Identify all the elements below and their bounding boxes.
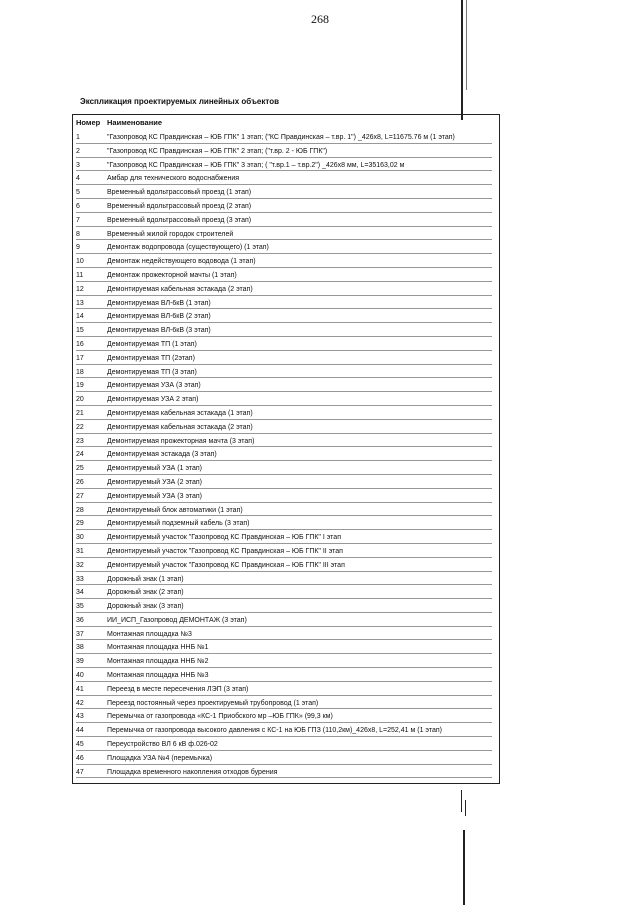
table-row (76, 710, 496, 724)
row-name: Демонтируемая ВЛ-6кВ (2 этап) (107, 313, 211, 321)
table-row (76, 504, 496, 518)
table-row (76, 724, 496, 738)
row-number: 11 (76, 271, 84, 279)
row-underline (76, 198, 492, 199)
row-underline (76, 253, 492, 254)
row-name: Перемычка от газопровода «КС-1 Приобского мр –ЮБ ГПК» (99,3 км) (107, 713, 333, 721)
row-name: Перемычка от газопровода высокого давления с КС-1 на ЮБ ГПЗ (110,2км)_426x8, L=252,41 м (1 этап) (107, 727, 442, 735)
table-row (76, 766, 496, 780)
row-underline (76, 584, 492, 585)
row-number: 43 (76, 713, 84, 721)
row-number: 47 (76, 768, 84, 776)
table-row (76, 352, 496, 366)
row-name: Площадка УЗА №4 (перемычка) (107, 754, 213, 762)
row-underline (76, 157, 492, 158)
table-row (76, 517, 496, 531)
row-number: 18 (76, 368, 84, 376)
row-number: 12 (76, 285, 84, 293)
table-row (76, 310, 496, 324)
row-underline (76, 529, 492, 530)
row-underline (76, 722, 492, 723)
table-row (76, 338, 496, 352)
row-underline (76, 474, 492, 475)
page-number: 268 (311, 12, 329, 26)
row-underline (76, 184, 492, 185)
table-row (76, 379, 496, 393)
row-name: Демонтируемый УЗА (3 этап) (107, 492, 203, 500)
row-name: Демонтируемая ВЛ-6кВ (1 этап) (107, 299, 211, 307)
row-number: 2 (76, 147, 80, 155)
table-row (76, 738, 496, 752)
row-number: 40 (76, 672, 84, 680)
row-underline (76, 612, 492, 613)
header-name: Наименование (107, 118, 163, 127)
row-name: Временный жилой городок строителей (107, 230, 234, 238)
row-underline (76, 750, 492, 751)
table-row (76, 228, 496, 242)
row-underline (76, 143, 492, 144)
row-underline (76, 295, 492, 296)
row-name: Монтажная площадка ННБ №1 (107, 644, 209, 652)
table-row (76, 297, 496, 311)
row-underline (76, 543, 492, 544)
table-row (76, 683, 496, 697)
row-underline (76, 488, 492, 489)
row-number: 28 (76, 506, 84, 514)
table-row (76, 752, 496, 766)
row-underline (76, 557, 492, 558)
table-row (76, 490, 496, 504)
row-underline (76, 653, 492, 654)
row-underline (76, 598, 492, 599)
table-row (76, 200, 496, 214)
row-name: Временный вдольтрассовый проезд (1 этап) (107, 189, 252, 197)
table-row (76, 641, 496, 655)
row-number: 44 (76, 727, 84, 735)
row-underline (76, 626, 492, 627)
row-underline (76, 433, 492, 434)
row-underline (76, 777, 492, 778)
row-number: 20 (76, 396, 84, 404)
row-name: Демонтируемый участок "Газопровод КС Правдинская – ЮБ ГПК" III этап (107, 561, 345, 569)
table-row (76, 241, 496, 255)
table-row (76, 159, 496, 173)
table-row (76, 545, 496, 559)
row-number: 41 (76, 685, 84, 693)
table-row (76, 269, 496, 283)
row-underline (76, 446, 492, 447)
row-number: 13 (76, 299, 84, 307)
table-header (76, 118, 162, 127)
row-name: Монтажная площадка №3 (107, 630, 192, 638)
table-row (76, 697, 496, 711)
row-name: Демонтаж водопровода (существующего) (1 этап) (107, 244, 269, 252)
row-underline (76, 708, 492, 709)
row-underline (76, 267, 492, 268)
row-underline (76, 460, 492, 461)
row-number: 45 (76, 741, 84, 749)
row-name: Монтажная площадка ННБ №2 (107, 658, 209, 666)
row-name: Демонтируемая эстакада (3 этап) (107, 451, 217, 459)
table-body (76, 131, 496, 779)
row-number: 22 (76, 423, 84, 431)
table-row (76, 462, 496, 476)
row-underline (76, 170, 492, 171)
row-underline (76, 515, 492, 516)
row-underline (76, 405, 492, 406)
row-underline (76, 571, 492, 572)
row-name: ИИ_ИСП_Газопровод ДЕМОНТАЖ (3 этап) (107, 616, 247, 624)
row-name: Дорожный знак (1 этап) (107, 575, 184, 583)
table-row (76, 421, 496, 435)
table-row (76, 628, 496, 642)
table-row (76, 573, 496, 587)
row-underline (76, 681, 492, 682)
table-row (76, 393, 496, 407)
table-row (76, 559, 496, 573)
row-number: 1 (76, 134, 80, 141)
row-name: Демонтаж прожекторной мачты (1 этап) (107, 271, 237, 279)
row-number: 42 (76, 699, 84, 707)
row-number: 9 (76, 244, 80, 252)
row-name: Демонтируемая ТП (3 этап) (107, 368, 197, 376)
row-name: Демонтируемая ТП (2этап) (107, 354, 195, 362)
row-name: Демонтаж недействующего водовода (1 этап) (107, 258, 256, 266)
row-number: 34 (76, 589, 84, 597)
row-name: "Газопровод КС Правдинская – ЮБ ГПК" 3 этап; ( "т.вр.1 – т.вр.2") _426x8 мм, L=35163,02 м (107, 161, 405, 169)
row-underline (76, 226, 492, 227)
row-number: 46 (76, 754, 84, 762)
row-number: 30 (76, 534, 84, 542)
table-row (76, 655, 496, 669)
table-row (76, 366, 496, 380)
row-underline (76, 322, 492, 323)
row-name: Переезд постоянный через проектируемый трубопровод (1 этап) (107, 699, 319, 707)
row-name: Дорожный знак (3 этап) (107, 603, 184, 611)
row-number: 17 (76, 354, 84, 362)
row-underline (76, 502, 492, 503)
row-underline (76, 639, 492, 640)
row-underline (76, 391, 492, 392)
row-name: Демонтируемый УЗА (2 этап) (107, 478, 203, 486)
row-number: 27 (76, 492, 84, 500)
row-number: 21 (76, 409, 84, 417)
row-number: 5 (76, 189, 80, 197)
row-number: 29 (76, 520, 84, 528)
row-name: Амбар для технического водоснабжения (107, 175, 240, 183)
scan-edge-mark (465, 800, 466, 816)
row-name: Временный вдольтрассовый проезд (3 этап) (107, 216, 252, 224)
row-number: 39 (76, 658, 84, 666)
row-number: 32 (76, 561, 84, 569)
row-number: 38 (76, 644, 84, 652)
row-name: Демонтируемая прожекторная мачта (3 этап) (107, 437, 255, 445)
table-row (76, 324, 496, 338)
row-name: Демонтируемая ТП (1 этап) (107, 340, 197, 348)
row-name: Монтажная площадка ННБ №3 (107, 672, 209, 680)
row-name: Демонтируемый подземный кабель (3 этап) (107, 520, 250, 528)
header-number: Номер (76, 118, 101, 127)
table-row (76, 586, 496, 600)
row-underline (76, 308, 492, 309)
row-name: Демонтируемая кабельная эстакада (2 этап) (107, 423, 253, 431)
table-row (76, 131, 496, 145)
table-row (76, 186, 496, 200)
row-number: 26 (76, 478, 84, 486)
row-number: 7 (76, 216, 80, 224)
table-row (76, 283, 496, 297)
row-name: Демонтируемая кабельная эстакада (1 этап) (107, 409, 253, 417)
row-number: 3 (76, 161, 80, 169)
row-number: 10 (76, 258, 84, 266)
row-name: "Газопровод КС Правдинская – ЮБ ГПК" 2 этап; ("т.вр. 2 - ЮБ ГПК") (107, 147, 328, 155)
table-row (76, 255, 496, 269)
table-title: Экспликация проектируемых линейных объектов (80, 97, 279, 106)
row-number: 16 (76, 340, 84, 348)
row-underline (76, 377, 492, 378)
table-row (76, 600, 496, 614)
row-name: Площадка временного накопления отходов бурения (107, 768, 278, 776)
row-underline (76, 350, 492, 351)
row-underline (76, 695, 492, 696)
table-row (76, 448, 496, 462)
row-number: 35 (76, 603, 84, 611)
table-row (76, 669, 496, 683)
row-name: "Газопровод КС Правдинская – ЮБ ГПК" 1 этап; ("КС Правдинская – т.вр. 1") _426x8, L=11675.76 м (1 этап) (107, 134, 455, 141)
row-number: 23 (76, 437, 84, 445)
row-name: Демонтируемая ВЛ-6кВ (3 этап) (107, 327, 211, 335)
row-name: Переезд в месте пересечения ЛЭП (3 этап) (107, 685, 249, 693)
table-row (76, 145, 496, 159)
row-underline (76, 667, 492, 668)
row-name: Переустройство ВЛ 6 кВ ф.026-02 (107, 741, 218, 749)
table-row (76, 476, 496, 490)
row-number: 31 (76, 547, 84, 555)
row-underline (76, 736, 492, 737)
row-underline (76, 419, 492, 420)
row-number: 37 (76, 630, 84, 638)
row-name: Демонтируемая кабельная эстакада (2 этап) (107, 285, 253, 293)
row-underline (76, 281, 492, 282)
scan-edge-mark (461, 0, 463, 120)
row-number: 15 (76, 327, 84, 335)
scan-edge-mark (463, 830, 465, 905)
table-row (76, 214, 496, 228)
row-name: Демонтируемый блок автоматики (1 этап) (107, 506, 243, 514)
row-underline (76, 364, 492, 365)
row-name: Демонтируемый УЗА (1 этап) (107, 465, 203, 473)
row-name: Временный вдольтрассовый проезд (2 этап) (107, 202, 252, 210)
row-number: 19 (76, 382, 84, 390)
table-row (76, 407, 496, 421)
row-number: 6 (76, 202, 80, 210)
row-name: Демонтируемый участок "Газопровод КС Правдинская – ЮБ ГПК" II этап (107, 547, 343, 555)
scan-edge-mark (461, 790, 462, 812)
scan-edge-mark (466, 0, 467, 90)
table-row (76, 435, 496, 449)
row-underline (76, 239, 492, 240)
row-number: 4 (76, 175, 80, 183)
row-number: 36 (76, 616, 84, 624)
row-name: Дорожный знак (2 этап) (107, 589, 184, 597)
row-number: 8 (76, 230, 80, 238)
row-name: Демонтируемая УЗА 2 этап) (107, 396, 199, 404)
row-number: 14 (76, 313, 84, 321)
row-number: 25 (76, 465, 84, 473)
row-underline (76, 336, 492, 337)
table-row (76, 172, 496, 186)
table-row (76, 614, 496, 628)
row-name: Демонтируемая УЗА (3 этап) (107, 382, 201, 390)
table-row (76, 531, 496, 545)
row-underline (76, 212, 492, 213)
row-number: 24 (76, 451, 84, 459)
row-name: Демонтируемый участок "Газопровод КС Правдинская – ЮБ ГПК" I этап (107, 534, 341, 542)
row-number: 33 (76, 575, 84, 583)
row-underline (76, 764, 492, 765)
